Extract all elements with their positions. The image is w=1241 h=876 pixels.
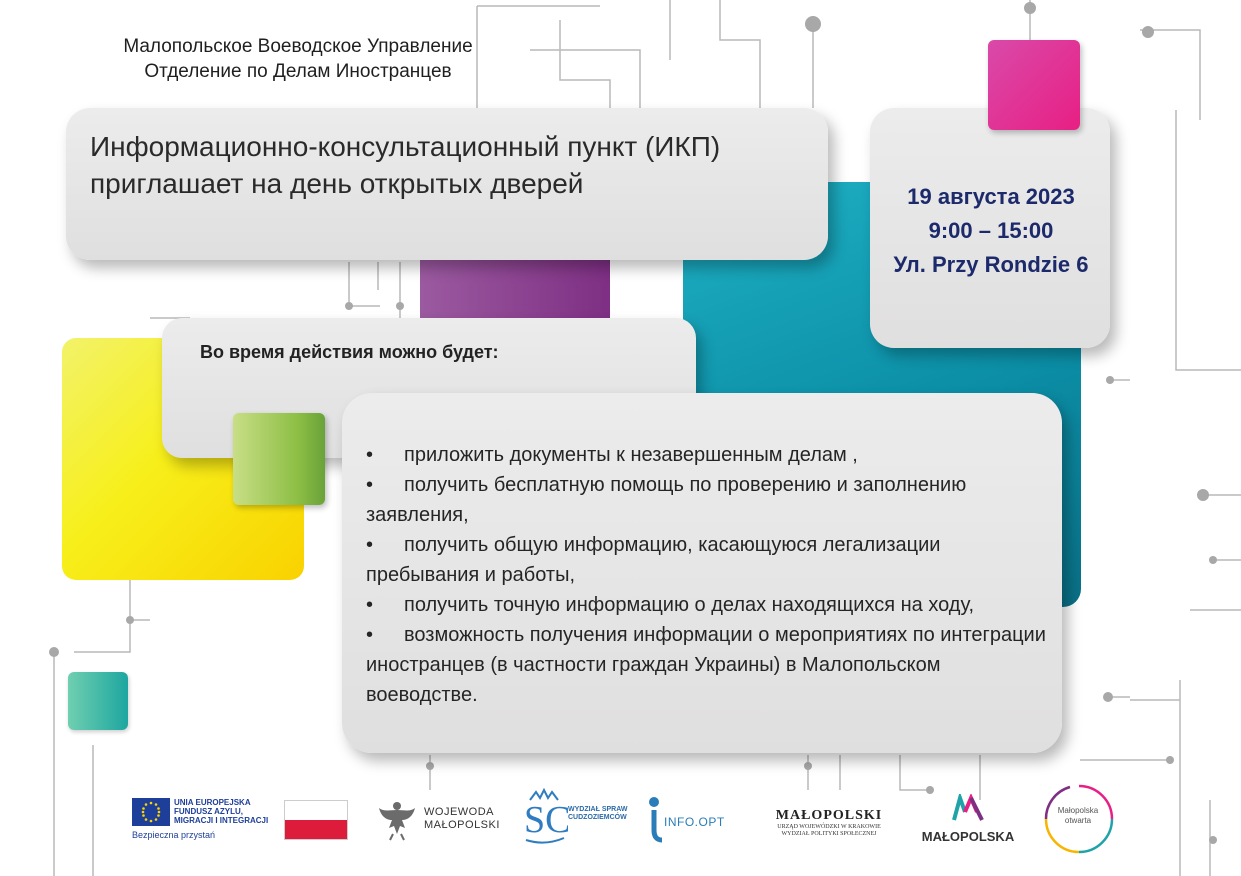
event-time: 9:00 – 15:00	[928, 218, 1054, 243]
svg-text:SC: SC	[524, 799, 568, 841]
sc-text	[568, 806, 628, 822]
organization-header	[78, 34, 518, 84]
sc-logo-icon	[522, 788, 568, 851]
teal-small-square	[68, 672, 128, 730]
org-line-2: Отделение по Делам Иностранцев	[144, 61, 452, 82]
list-item-text: получить бесплатную помощь по проверению и заполнению заявления,	[366, 474, 967, 526]
wojewoda-line-1: WOJEWODA	[424, 806, 494, 818]
org-line-1: Малопольское Воеводское Управление	[123, 36, 473, 57]
activities-list	[366, 440, 1046, 710]
bullet: •	[366, 444, 374, 466]
eu-flag-icon	[132, 798, 170, 826]
malopolska-mountain-icon	[951, 794, 985, 822]
sc-line-2: CUDZOZIEMCÓW	[568, 814, 627, 821]
malopolska-text: MAŁOPOLSKA	[921, 829, 1015, 844]
list-item	[366, 440, 1046, 470]
urzad-wojewodzki-logo	[770, 808, 888, 838]
info-opt-text: INFO.OPT	[664, 815, 725, 829]
eu-line-2: FUNDUSZ AZYLU,	[174, 807, 244, 816]
list-item	[366, 620, 1046, 710]
green-square	[233, 413, 325, 505]
eu-line-3: MIGRACJI I INTEGRACJI	[174, 816, 269, 825]
event-details	[874, 180, 1108, 282]
list-item-text: приложить документы к незавершенным делам ,	[404, 444, 858, 466]
title-line-1: Информационно-консультационный пункт (ИКП)	[90, 131, 721, 162]
list-item-text: возможность получения информации о мероприятиях по интеграции иностранцев (в частности граждан Украины) в Малопольском воеводстве.	[366, 624, 1046, 706]
sc-line-1: WYDZIAŁ SPRAW	[568, 806, 628, 813]
otwarta-line-1: Małopolska	[1057, 806, 1099, 815]
list-item	[366, 470, 1046, 530]
wojewoda-text	[424, 806, 500, 832]
uw-line-2: WYDZIAŁ POLITYKI SPOŁECZNEJ	[781, 831, 877, 837]
title-line-2: приглашает на день открытых дверей	[90, 168, 584, 199]
list-item	[366, 590, 1046, 620]
otwarta-line-2: otwarta	[1064, 816, 1092, 825]
eu-fund-text	[174, 798, 294, 825]
uw-line-1: URZĄD WOJEWÓDZKI W KRAKOWIE	[777, 824, 881, 830]
list-item	[366, 530, 1046, 590]
uw-title: MAŁOPOLSKI	[775, 808, 883, 823]
eu-subtitle: Bezpieczna przystań	[132, 830, 216, 840]
eu-line-1: UNIA EUROPEJSKA	[174, 798, 251, 807]
bullet: •	[366, 594, 374, 616]
page-title	[90, 128, 820, 202]
list-item-text: получить общую информацию, касающуюся легализации пребывания и работы,	[366, 534, 941, 586]
info-opt-logo-icon	[642, 796, 666, 851]
bullet: •	[366, 474, 374, 496]
poland-flag-icon	[284, 800, 348, 840]
event-date: 19 августа 2023	[907, 184, 1075, 209]
bullet: •	[366, 624, 374, 646]
activities-heading: Во время действия можно будет:	[200, 342, 499, 362]
wojewoda-line-2: MAŁOPOLSKI	[424, 819, 500, 831]
pink-square	[988, 40, 1080, 130]
polish-eagle-icon	[376, 798, 418, 847]
event-address: Ул. Przy Rondzie 6	[893, 252, 1089, 277]
list-item-text: получить точную информацию о делах находящихся на ходу,	[404, 594, 975, 616]
malopolska-logo	[918, 794, 1018, 844]
bullet: •	[366, 534, 374, 556]
otwarta-text	[1054, 806, 1102, 826]
